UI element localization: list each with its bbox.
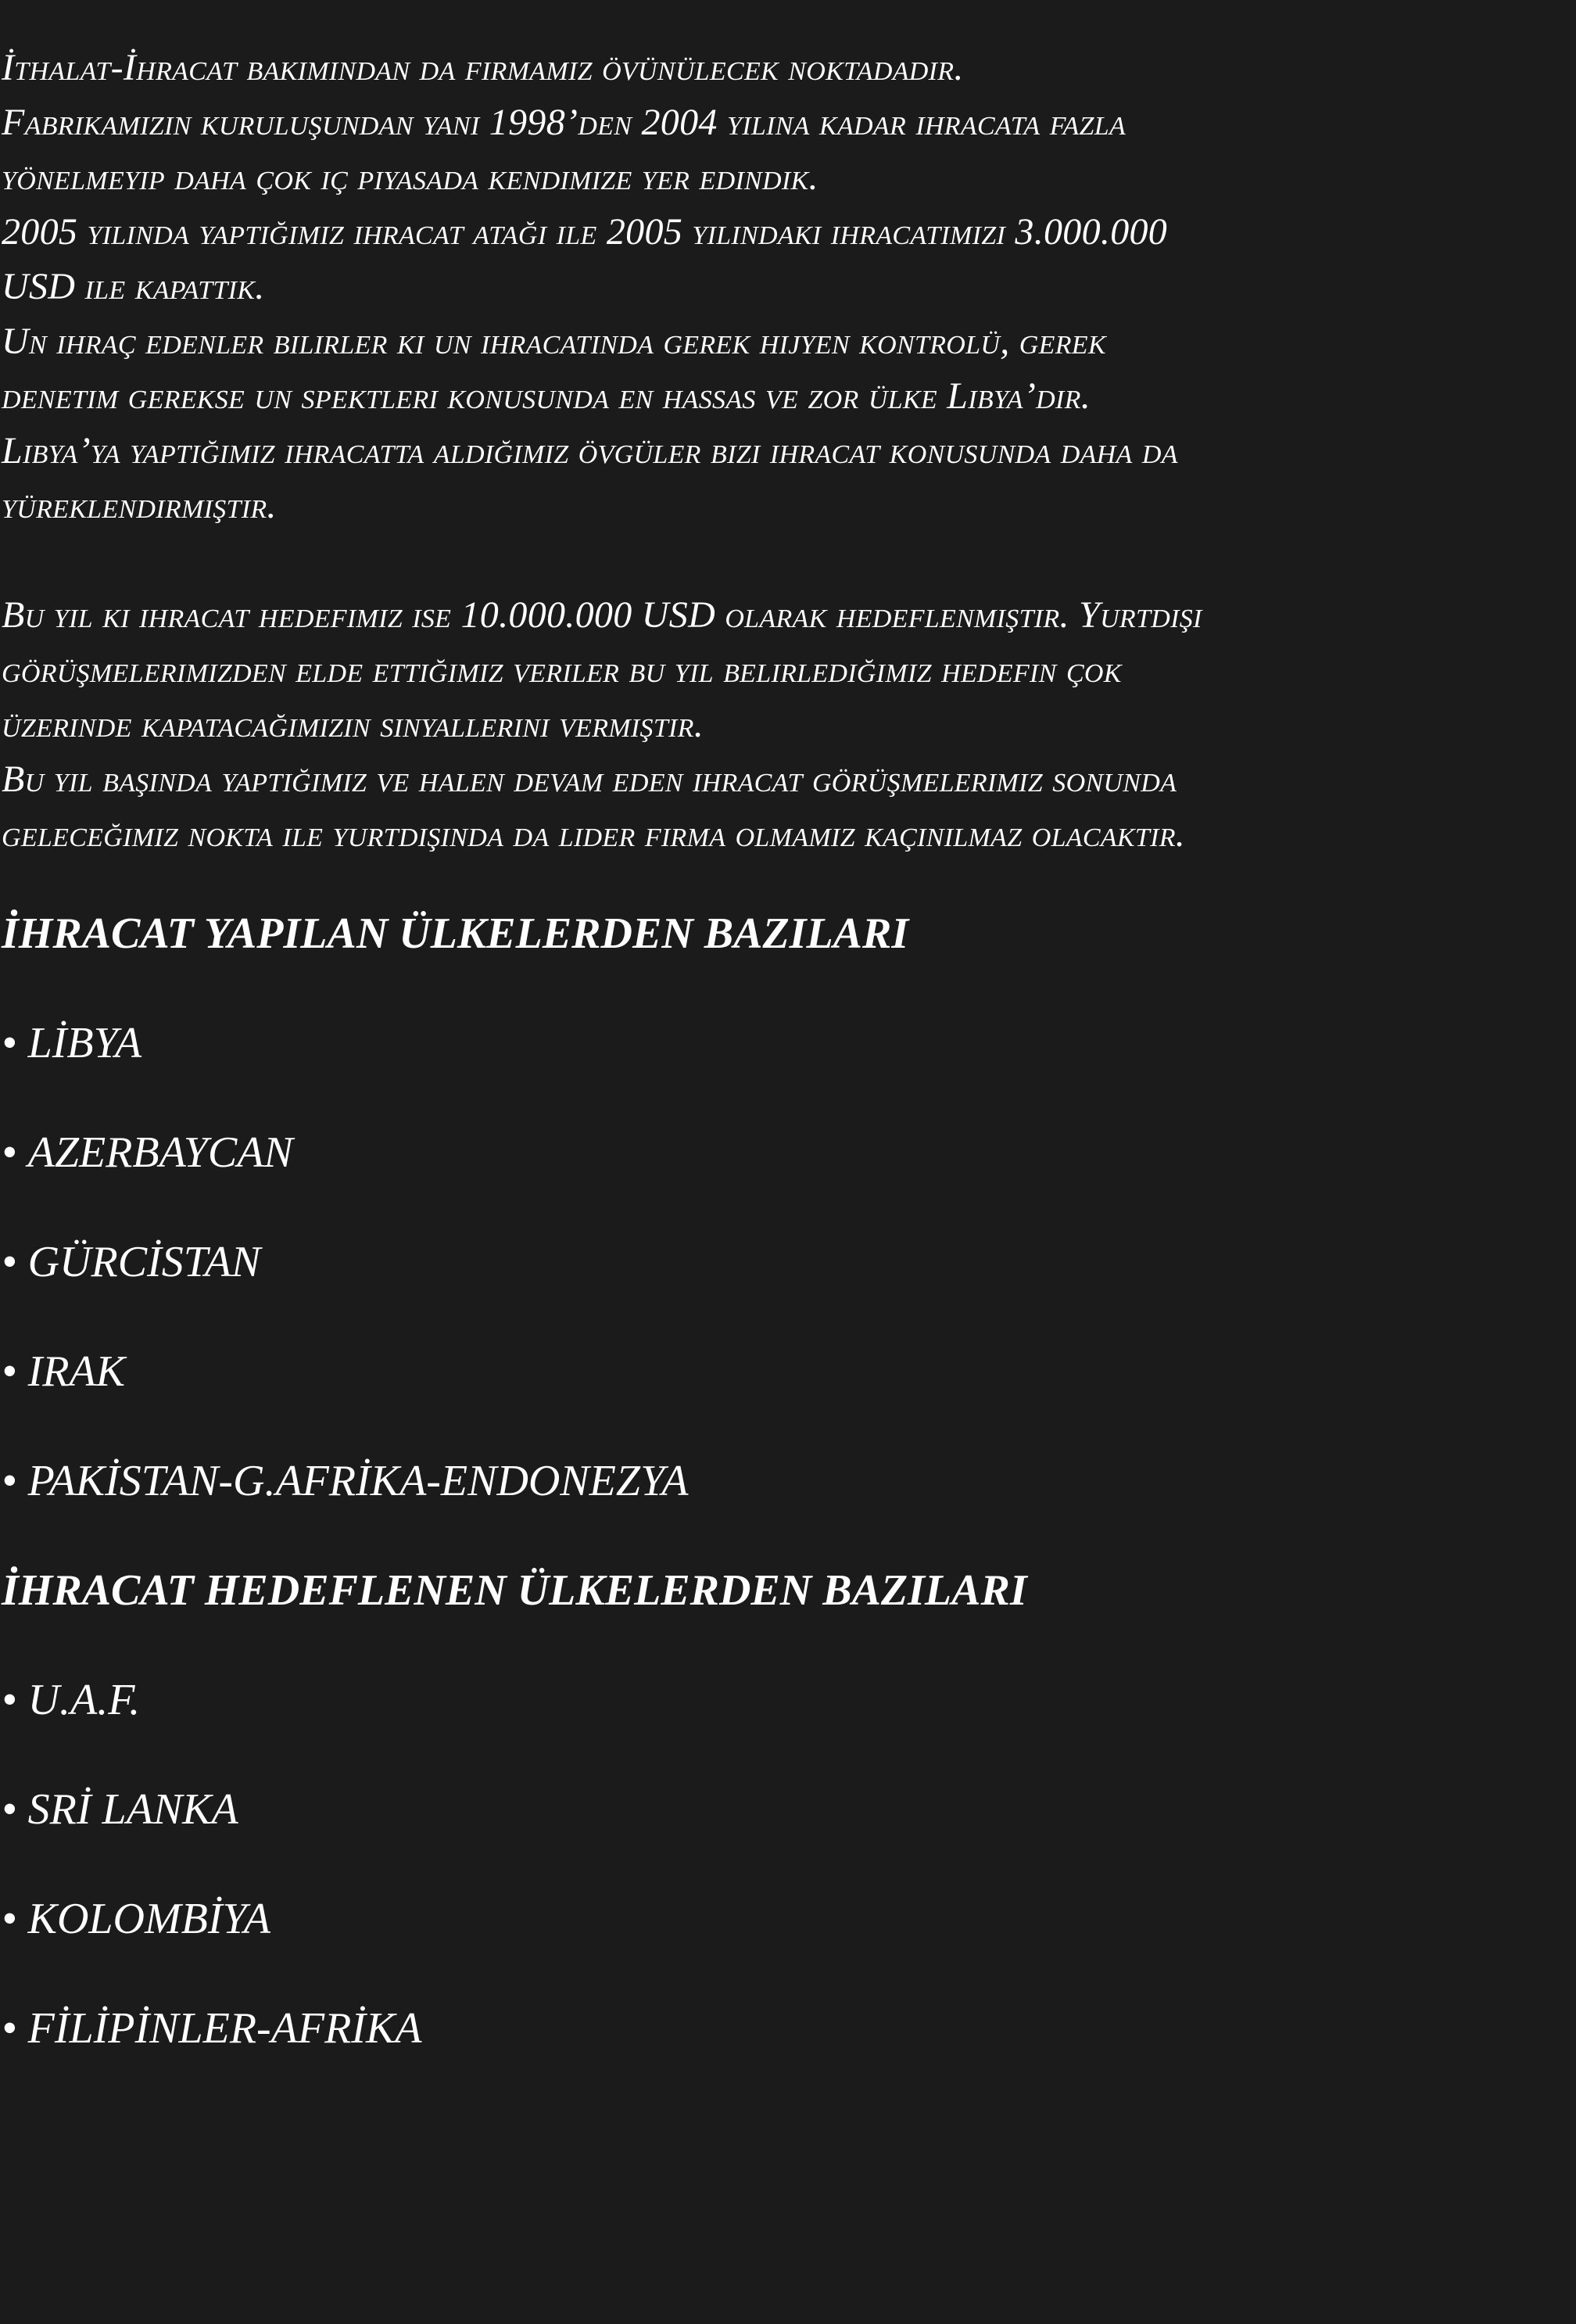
text-line: görüşmelerimizden elde ettiğimiz veriler bu yıl belirlediğimiz hedefin çok [2, 649, 1122, 690]
list-item [2, 1207, 1573, 1317]
country-name: GÜRCİSTAN [27, 1238, 261, 1286]
country-name: KOLOMBİYA [27, 1895, 270, 1943]
list-item [2, 988, 1573, 1098]
list-item [2, 1317, 1573, 1426]
country-name: SRİ LANKA [27, 1785, 238, 1834]
bullet-icon: • [2, 1347, 17, 1396]
text-line: 2005 yılında yaptığımız ihracat atağı ile 2005 yılındaki ihracatımızı 3.000.000 [2, 211, 1168, 253]
targeted-countries-heading: İHRACAT HEDEFLENEN ÜLKELERDEN BAZILARI [2, 1566, 1027, 1615]
list-item [2, 1755, 1573, 1864]
export-target-paragraph [2, 588, 1573, 862]
exported-countries-list [2, 988, 1573, 1536]
list-item [2, 1974, 1573, 2083]
text-line: üzerinde kapatacağımızın sinyallerini vermiştir. [2, 704, 704, 745]
section-spacer [2, 862, 1573, 879]
text-line: Fabrikamızın kuruluşundan yani 1998’den 2004 yılına kadar ihracata fazla [2, 102, 1126, 143]
country-name: LİBYA [27, 1019, 142, 1067]
bullet-icon: • [2, 1785, 17, 1834]
targeted-countries-list [2, 1645, 1573, 2083]
text-line: yüreklendirmiştir. [2, 485, 277, 526]
bullet-icon: • [2, 1895, 17, 1943]
list-item [2, 1864, 1573, 1974]
list-item [2, 1426, 1573, 1536]
text-line: geleceğimiz nokta ile yurtdışında da lider firma olmamız kaçınılmaz olacaktır. [2, 813, 1186, 855]
bullet-icon: • [2, 1238, 17, 1286]
text-line: Un ihraç edenler bilirler ki un ihracatında gerek hijyen kontrolü, gerek [2, 321, 1106, 362]
bullet-icon: • [2, 1128, 17, 1177]
paragraph-spacer [2, 533, 1573, 588]
bullet-icon: • [2, 1676, 17, 1724]
country-name: PAKİSTAN-G.AFRİKA-ENDONEZYA [27, 1457, 689, 1505]
text-line: USD ile kapattık. [2, 266, 265, 307]
exported-countries-heading: İHRACAT YAPILAN ÜLKELERDEN BAZILARI [2, 909, 909, 958]
export-history-paragraph [2, 41, 1573, 533]
text-line: Bu yıl ki ihracat hedefimiz ise 10.000.000 USD olarak hedeflenmiştir. Yurtdışı [2, 594, 1202, 636]
country-name: U.A.F. [27, 1676, 141, 1724]
text-line: Libya’ya yaptığımız ihracatta aldığımız övgüler bizi ihracat konusunda daha da [2, 430, 1178, 472]
text-line: denetim gerekse un spektleri konusunda en hassas ve zor ülke Libya’dır. [2, 375, 1091, 417]
country-name: IRAK [27, 1347, 126, 1396]
text-line: yönelmeyip daha çok iç piyasada kendimize yer edindik. [2, 156, 818, 198]
text-line: İthalat-İhracat bakımından da firmamız övünülecek noktadadır. [2, 47, 964, 88]
bullet-icon: • [2, 1457, 17, 1505]
text-line: Bu yıl başında yaptığımız ve halen devam eden ihracat görüşmelerimiz sonunda [2, 759, 1177, 800]
list-item [2, 1645, 1573, 1755]
country-name: AZERBAYCAN [27, 1128, 293, 1177]
bullet-icon: • [2, 2004, 17, 2053]
country-name: FİLİPİNLER-AFRİKA [27, 2004, 422, 2053]
bullet-icon: • [2, 1019, 17, 1067]
list-item [2, 1098, 1573, 1207]
